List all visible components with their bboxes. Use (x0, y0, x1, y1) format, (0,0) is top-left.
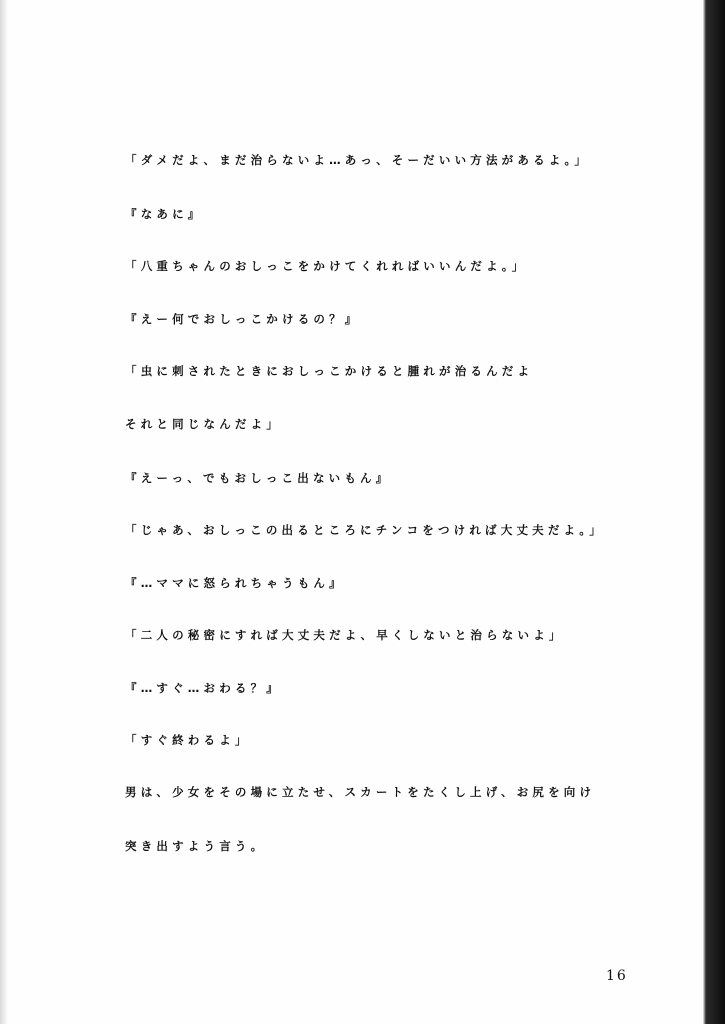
text-line: それと同じなんだよ」 (125, 417, 282, 431)
page-number: 16 (606, 968, 628, 984)
text-line: 「じゃあ、おしっこの出るところにチンコをつければ大丈夫だよ。」 (125, 523, 605, 537)
text-line: 「すぐ終わるよ」 (125, 733, 251, 747)
text-line: 『…すぐ…おわる？』 (125, 681, 282, 695)
text-line: 「二人の秘密にすれば大丈夫だよ、早くしないと治らないよ」 (125, 628, 565, 642)
text-line: 『えー何でおしっこかけるの？』 (125, 312, 361, 326)
page-gutter-shadow (0, 0, 8, 1024)
text-line: 『…ママに怒られちゃうもん』 (125, 576, 345, 590)
text-line: 『えーっ、でもおしっこ出ないもん』 (125, 471, 392, 485)
scan-edge-border (703, 0, 725, 1024)
text-line: 「虫に刺されたときにおしっこかけると腫れが治るんだよ (125, 364, 534, 378)
text-line: 「ダメだよ、まだ治らないよ…あっ、そーだいい方法があるよ。」 (125, 153, 591, 167)
text-line: 突き出すよう言う。 (125, 839, 267, 853)
text-line: 男は、少女をその場に立たせ、スカートをたくし上げ、お尻を向け (125, 785, 596, 799)
text-line: 「八重ちゃんのおしっこをかけてくれればいいんだよ。」 (125, 259, 528, 273)
text-line: 『なあに』 (125, 207, 204, 221)
